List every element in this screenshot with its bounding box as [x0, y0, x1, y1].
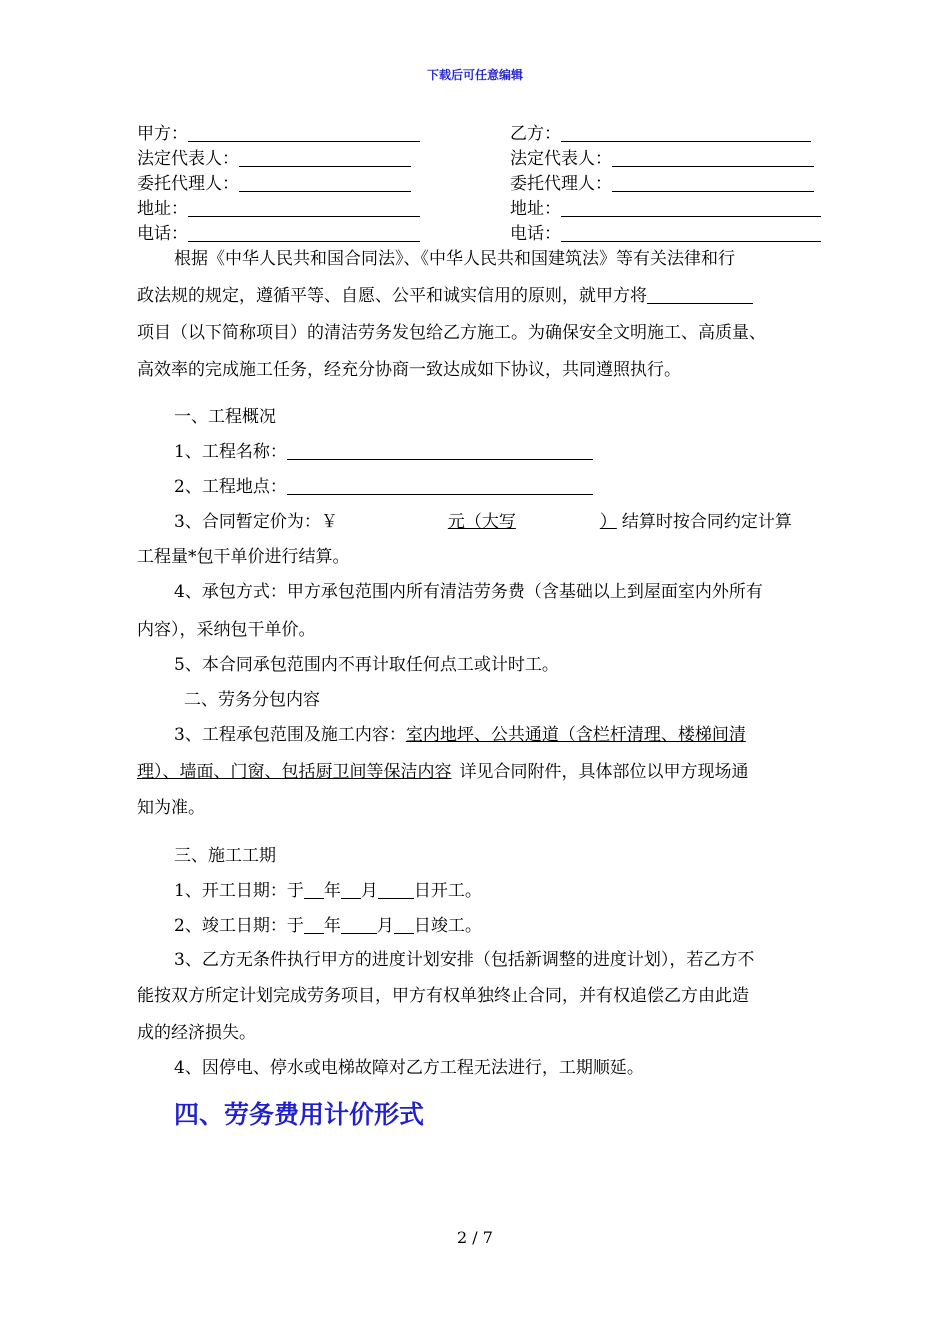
- section-2-item-3-cont: [137, 760, 749, 784]
- project-name-label: 1、工程名称：: [174, 442, 287, 462]
- section-1-item-3-cont: 工程量*包干单价进行结算。: [137, 547, 350, 567]
- section-3-title: 三、施工工期: [174, 846, 276, 866]
- party-a-address-label: 地址：: [137, 199, 188, 219]
- header-note: 下载后可任意编辑: [426, 68, 523, 82]
- project-location-blank: [287, 476, 593, 495]
- intro-line-2: [137, 284, 753, 308]
- project-name-field-blank: [287, 441, 593, 460]
- scope-underlined-2: 理）、墙面、门窗、包括厨卫间等保洁内容: [137, 762, 452, 782]
- intro-line-3: 项目（以下简称项目）的清洁劳务发包给乙方施工。为确保安全文明施工、高质量、: [137, 323, 766, 343]
- end-month-unit: 月: [376, 916, 394, 936]
- end-day-blank: [394, 915, 414, 934]
- party-b-address-blank: [561, 198, 821, 217]
- party-b-phone-label: 电话：: [510, 224, 561, 244]
- end-date-line: [174, 914, 482, 938]
- project-name-blank: [647, 285, 753, 304]
- section-1-title: 一、工程概况: [174, 407, 276, 427]
- party-b-agent-blank: [612, 173, 814, 192]
- project-location-label: 2、工程地点：: [174, 477, 287, 497]
- section-1-item-5: 5、本合同承包范围内不再计取任何点工或计时工。: [174, 655, 559, 675]
- party-b-agent-row: [510, 172, 814, 196]
- contract-price-label: 3、合同暂定价为：￥: [174, 512, 338, 532]
- party-a-phone-row: [137, 222, 420, 246]
- end-year-unit: 年: [323, 916, 341, 936]
- party-a-agent-blank: [239, 173, 411, 192]
- party-b-rep-blank: [612, 148, 814, 167]
- start-month-unit: 月: [360, 881, 378, 901]
- party-b-row: [510, 122, 811, 146]
- section-3-item-3-a: 3、乙方无条件执行甲方的进度计划安排（包括新调整的进度计划），若乙方不: [174, 950, 755, 970]
- section-1-item-2: [174, 475, 593, 499]
- section-3-item-3-b: 能按双方所定计划完成劳务项目，甲方有权单独终止合同，并有权追偿乙方由此造: [137, 986, 749, 1006]
- party-b-address-row: [510, 197, 821, 221]
- scope-underlined-1: 室内地坪、公共通道（含栏杆清理、楼梯间清: [405, 725, 746, 745]
- party-b-phone-blank: [561, 223, 821, 242]
- party-a-row: [137, 122, 420, 146]
- scope-detail-text: 详见合同附件，具体部位以甲方现场通: [459, 762, 749, 782]
- section-1-item-1: [174, 440, 593, 464]
- section-4-heading: 四、劳务费用计价形式: [174, 1100, 425, 1129]
- end-date-label: 2、竣工日期：于: [174, 916, 304, 936]
- start-day-blank: [378, 880, 414, 899]
- section-1-item-3: [174, 510, 792, 534]
- end-day-unit: 日竣工。: [413, 916, 482, 936]
- intro-line-4: 高效率的完成施工任务，经充分协商一致达成如下协议，共同遵照执行。: [137, 360, 681, 380]
- section-2-item-3-end: 知为准。: [137, 798, 205, 818]
- start-date-label: 1、开工日期：于: [174, 881, 304, 901]
- price-in-words-label: 元（大写: [447, 512, 516, 532]
- party-b-agent-label: 委托代理人：: [510, 174, 612, 194]
- party-a-label: 甲方：: [137, 124, 188, 144]
- start-day-unit: 日开工。: [413, 881, 482, 901]
- party-a-rep-label: 法定代表人：: [137, 149, 239, 169]
- party-b-label: 乙方：: [510, 124, 561, 144]
- party-b-rep-label: 法定代表人：: [510, 149, 612, 169]
- party-a-blank: [188, 123, 420, 142]
- price-close-paren: ）: [599, 512, 617, 532]
- party-a-address-row: [137, 197, 420, 221]
- party-a-rep-row: [137, 147, 411, 171]
- settlement-text: 结算时按合同约定计算: [621, 512, 792, 532]
- party-a-phone-label: 电话：: [137, 224, 188, 244]
- end-year-blank: [304, 915, 324, 934]
- start-month-blank: [341, 880, 361, 899]
- end-month-blank: [341, 915, 377, 934]
- page-number: 2 / 7: [457, 1228, 493, 1247]
- section-2-item-3: [174, 723, 746, 747]
- party-b-blank: [561, 123, 811, 142]
- section-1-item-4: 4、承包方式：甲方承包范围内所有清洁劳务费（含基础以上到屋面室内外所有: [174, 582, 763, 602]
- contract-price-underlined: [338, 510, 617, 534]
- start-year-blank: [304, 880, 324, 899]
- party-a-rep-blank: [239, 148, 411, 167]
- party-b-rep-row: [510, 147, 814, 171]
- party-b-address-label: 地址：: [510, 199, 561, 219]
- section-3-item-4: 4、因停电、停水或电梯故障对乙方工程无法进行，工期顺延。: [174, 1058, 644, 1078]
- section-2-title: 二、劳务分包内容: [184, 690, 320, 710]
- party-a-address-blank: [188, 198, 420, 217]
- start-date-line: [174, 879, 482, 903]
- intro-line-1: 根据《中华人民共和国合同法》、《中华人民共和国建筑法》等有关法律和行: [174, 249, 735, 269]
- section-1-item-4-cont: 内容），采纳包干单价。: [137, 620, 316, 640]
- scope-label: 3、工程承包范围及施工内容：: [174, 725, 406, 745]
- party-a-agent-label: 委托代理人：: [137, 174, 239, 194]
- section-3-item-3-c: 成的经济损失。: [137, 1023, 256, 1043]
- party-b-phone-row: [510, 222, 821, 246]
- party-a-agent-row: [137, 172, 411, 196]
- party-a-phone-blank: [188, 223, 420, 242]
- start-year-unit: 年: [323, 881, 341, 901]
- intro-line-2-text: 政法规的规定，遵循平等、自愿、公平和诚实信用的原则，就甲方将: [137, 286, 647, 306]
